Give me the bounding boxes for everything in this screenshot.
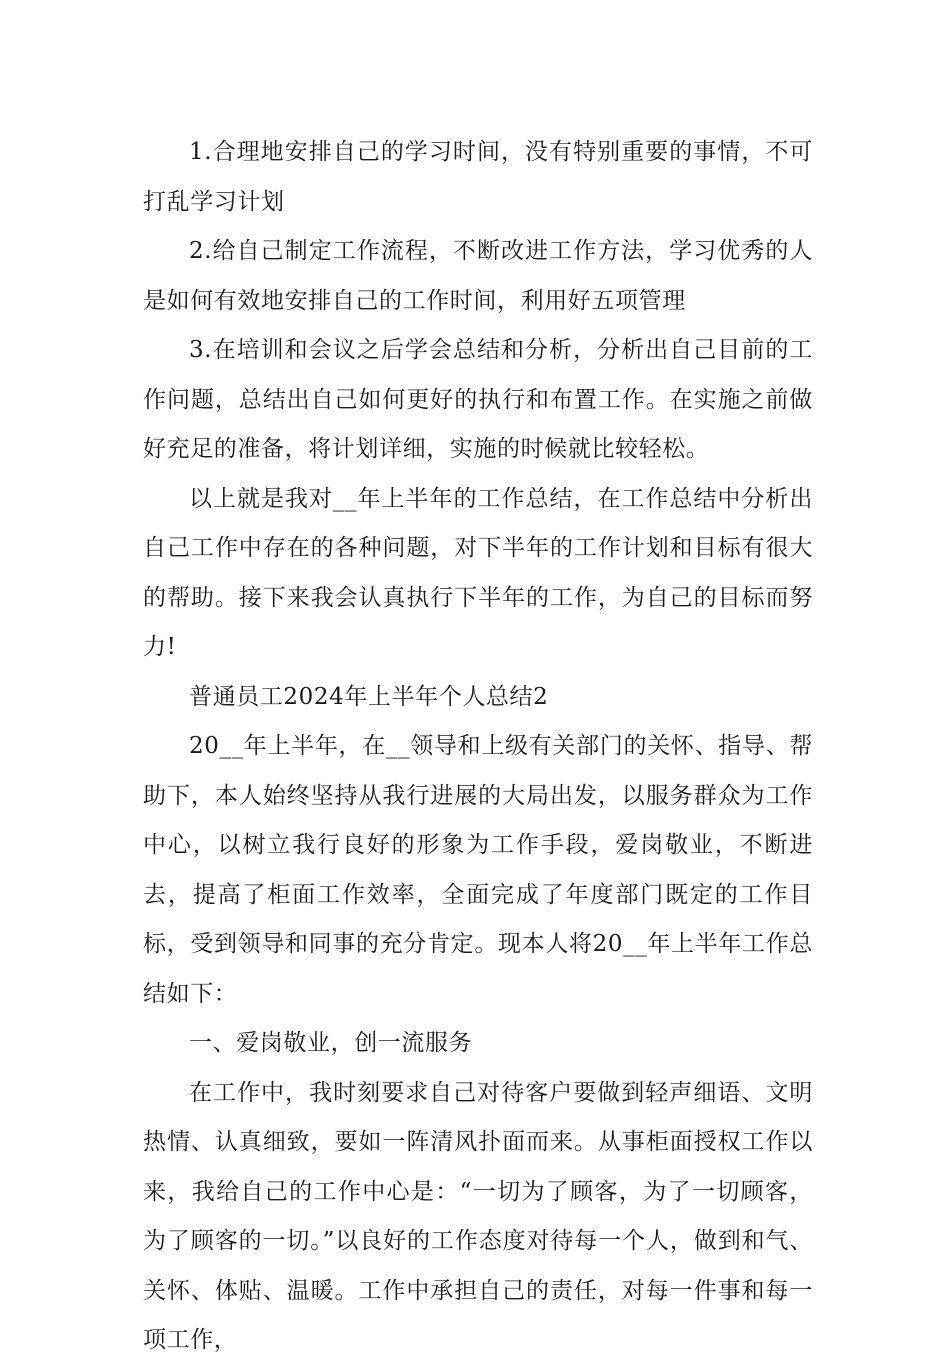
list-item-work-process: 2.给自己制定工作流程，不断改进工作方法，学习优秀的人是如何有效地安排自己的工作时间，利用好五项管理 xyxy=(143,238,813,314)
list-item-summary-analysis: 3.在培训和会议之后学会总结和分析，分析出自己目前的工作问题，总结出自己如何更好的执行和布置工作。在实施之前做好充足的准备，将计划详细，实施的时候就比较轻松。 xyxy=(143,337,813,462)
list-item-study-time: 1.合理地安排自己的学习时间，没有特别重要的事情，不可打乱学习计划 xyxy=(143,139,813,215)
section-heading: 一、爱岗敬业，创一流服务 xyxy=(189,1030,473,1056)
document-body xyxy=(143,128,813,1366)
closing-paragraph: 以上就是我对__年上半年的工作总结，在工作总结中分析出自己工作中存在的各种问题，对下半年的工作计划和目标有很大的帮助。接下来我会认真执行下半年的工作，为自己的目标而努力! xyxy=(143,485,813,660)
section-title: 普通员工2024年上半年个人总结2 xyxy=(189,683,549,710)
intro-paragraph: 20__年上半年，在__领导和上级有关部门的关怀、指导、帮助下，本人始终坚持从我行进展的大局出发，以服务群众为工作中心，以树立我行良好的形象为工作手段，爱岗敬业，不断进去，提高了柜面工作效率，全面完成了年度部门既定的工作目标，受到领导和同事的充分肯定。现本人将20__年上半年工作总结如下： xyxy=(143,733,813,1007)
body-paragraph: 在工作中，我时刻要求自己对待客户要做到轻声细语、文明热情、认真细致，要如一阵清风扑面而来。从事柜面授权工作以来，我给自己的工作中心是：“一切为了顾客，为了一切顾客，为了顾客的一切。”以良好的工作态度对待每一个人，做到和气、关怀、体贴、温暖。工作中承担自己的责任，对每一件事和每一项工作， xyxy=(143,1079,813,1353)
